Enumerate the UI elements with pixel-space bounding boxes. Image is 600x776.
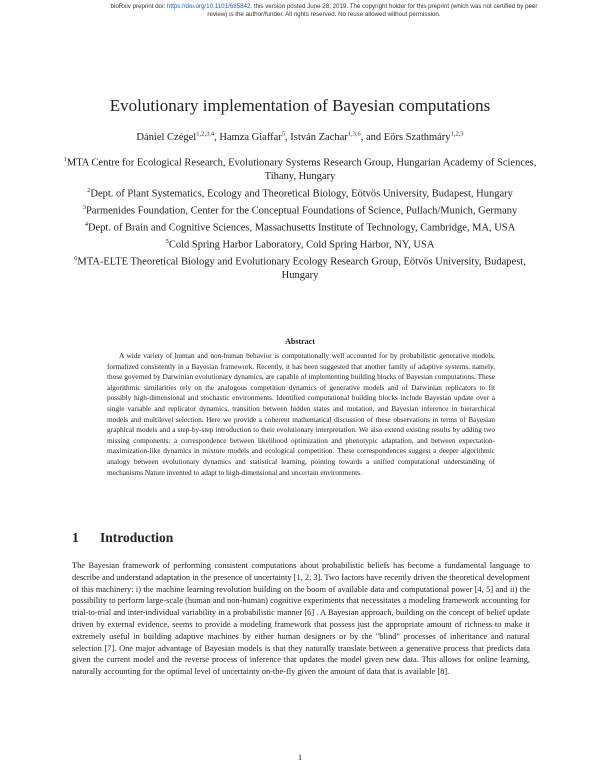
affiliation: $^3$Parmenides Foundation, Center for the Conceptual Foundations of Science, Pullach/Munich, Germany bbox=[82, 203, 518, 216]
preprint-notice bbox=[104, 3, 544, 19]
author: Eörs Szathmáry$^{1,2,3}$ bbox=[383, 130, 464, 143]
author: Dániel Czégel$^{1,2,3,4}$, bbox=[136, 130, 220, 143]
author: Hamza Giaffar$^5$, bbox=[219, 130, 291, 143]
affiliation: $^1$MTA Centre for Ecological Research, Evolutionary Systems Research Group, Hungarian Academy of Sciences, Tihany, Hungary bbox=[63, 156, 537, 182]
doi-link[interactable]: https://doi.org/10.1101/685842 bbox=[166, 3, 251, 10]
author-list bbox=[0, 130, 600, 143]
section-number: 1 bbox=[72, 530, 79, 545]
abstract-text: A wide variety of human and non-human behavior is computationally well accounted for by probabilistic generative models, formalized consistently in a Bayesian framework. Recently, it has been suggested that another family of adaptive systems, namely, those governed by Darwinian evolutionary dynamics, are capable of implementing building blocks of Bayesian computations. These algorithmic similarities rely on the analogous competition dynamics of generative models and of Darwinian replicators to fit possibly high-dimensional and stochastic environments. Identified computational building blocks include Bayesian update over a single variable and replicator dynamics, transition between hidden states and mutation, and Bayesian inference in hierarchical models and multilevel selection. Here we provide a coherent mathematical discussion of these observations in terms of Bayesian graphical models and a step-by-step introduction to their evolutionary interpretation. We also extend existing results by adding two missing components: a correspondence between likelihood optimization and phenotypic adaptation, and between expectation-maximization-like dynamics in mixture models and ecological competition. These correspondences suggest a deeper algorithmic analogy between evolutionary dynamics and statistical learning, pointing towards a unified computational understanding of mechanisms Nature invented to adapt to high-dimensional and uncertain environments. bbox=[107, 351, 495, 477]
affiliation: $^2$Dept. of Plant Systematics, Ecology and Theoretical Biology, Eötvös University, Budapest, Hungary bbox=[87, 186, 513, 199]
author: István Zachar$^{1,3,6}$, and bbox=[290, 130, 384, 143]
affiliation: $^4$Dept. of Brain and Cognitive Sciences, Massachusetts Institute of Technology, Cambridge, MA, USA bbox=[84, 220, 516, 233]
affiliation-list bbox=[60, 153, 540, 282]
paper-title: Evolutionary implementation of Bayesian computations bbox=[109, 96, 491, 115]
section-heading bbox=[72, 530, 173, 546]
affiliation: $^6$MTA-ELTE Theoretical Biology and Evolutionary Ecology Research Group, Eötvös University, Budapest, Hungary bbox=[74, 254, 526, 281]
abstract-heading: Abstract bbox=[285, 337, 315, 346]
preprint-prefix: bioRxiv preprint doi: bbox=[110, 3, 167, 10]
page-number: 1 bbox=[297, 752, 303, 762]
affiliation: $^5$Cold Spring Harbor Laboratory, Cold Spring Harbor, NY, USA bbox=[165, 237, 435, 250]
section-body: The Bayesian framework of performing consistent computations about probabilistic beliefs has become a fundamental language to describe and understand adaptation in the presence of uncertainty [1, 2, 3]. Two factors have recently driven the theoretical development of this machinery: i) the machine learning revolution building on the boom of available data and computational power [4, 5] and ii) the possibility to perform large-scale (human and non-human) cognitive experiments that necessitates a modeling framework accounting for trial-to-trial and inter-individual variability in a probabilistic manner [6] . A Bayesian approach, building on the concept of belief update driven by external evidence, seems to provide a modeling framework that possess just the appropriate amount of richness to make it extremely useful in building adaptive machines by either human designers or by the "blind" processes of inheritance and natural selection [7]. One major advantage of Bayesian models is that they naturally translate between a generative process that predicts data given the current model and the reverse process of inference that updates the model given new data. This allows for online learning, naturally accounting for the optimal level of uncertainty on-the-fly given the amount of data that is available [8]. bbox=[72, 561, 530, 677]
preprint-suffix: . this version posted June 28, 2019. The copyright holder for this preprint (which was not certified by peer review) is the author/funder. All rights reserved. No reuse allowed without permission. bbox=[207, 3, 538, 18]
section-title: Introduction bbox=[100, 530, 174, 545]
